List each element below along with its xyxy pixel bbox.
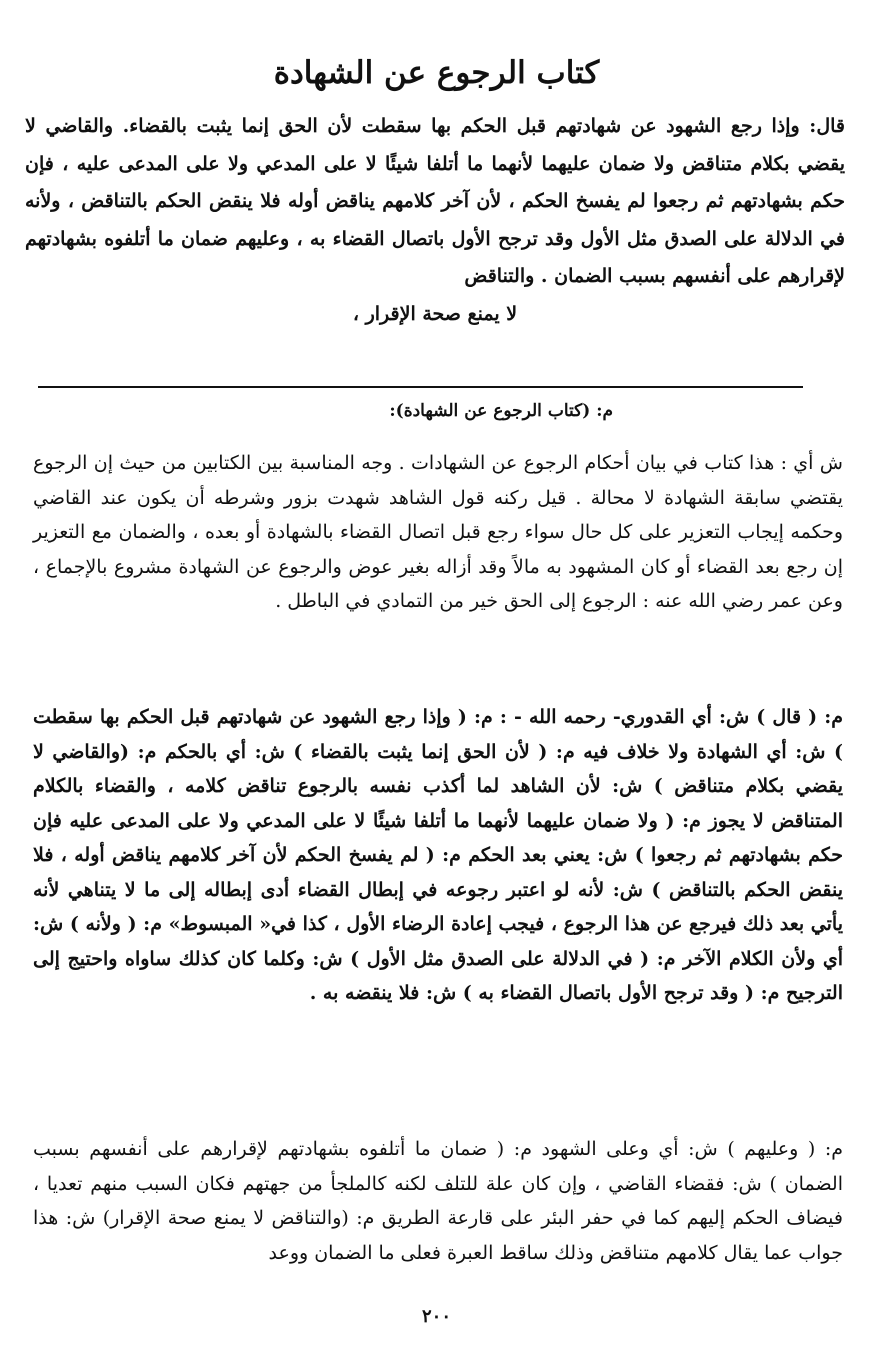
page-number: ٢٠٠ bbox=[421, 1306, 451, 1327]
commentary-heading: م: (كتاب الرجوع عن الشهادة): bbox=[389, 401, 613, 421]
main-text-last-line: لا يمنع صحة الإقرار ، bbox=[352, 302, 518, 325]
commentary-paragraph-3: م: ( وعليهم ) ش: أي وعلى الشهود م: ( ضمان ما أتلفوه بشهادتهم لإقرارهم على أنفسهم بسبب الضمان ) ش: فقضاء القاضي ، وإن كان علة للتلف لكنه كالملجأ من جهتهم فكان السبب منهم تعديا ، فيضاف الحكم إليهم كما في حفر البئر على قارعة الطريق م: (والتناقض لا يمنع صحة الإقرار) ش: هذا جواب عما يقال كلامهم متناقض وذلك ساقط العبرة فعلى ما الضمان ووعد bbox=[33, 1138, 843, 1264]
commentary-paragraph-1: ش أي : هذا كتاب في بيان أحكام الرجوع عن الشهادات . وجه المناسبة بين الكتابين من حيث إن الرجوع يقتضي سابقة الشهادة لا محالة . قيل ركنه قول الشاهد شهدت بزور وشرطه أن يكون عند القاضي وحكمه إيجاب التعزير على كل حال سواء رجع قبل اتصال القضاء بالشهادة أو بعده ، والضمان مع التعزير إن رجع بعد القضاء أو كان المشهود به مالاً وقد أزاله بغير عوض والرجوع عن الشهادة مشروع بالإجماع ، وعن عمر رضي الله عنه : الرجوع إلى الحق خير من التمادي في الباطل . bbox=[33, 452, 843, 612]
chapter-title: كتاب الرجوع عن الشهادة bbox=[273, 55, 600, 91]
commentary-paragraph-2: م: ( قال ) ش: أي القدوري- رحمه الله - : م: ( وإذا رجع الشهود عن شهادتهم قبل الحكم بها سقطت ) ش: أي الشهادة ولا خلاف فيه م: ( لأن الحق إنما يثبت بالقضاء ) ش: أي بالحكم م: (والقاضي لا يقضي بكلام متناقض ) ش: لأن الشاهد لما أكذب نفسه بالرجوع تناقض كلامه ، والقضاء بالكلام المتناقض لا يجوز م: ( ولا ضمان عليهما لأنهما ما أتلفا شيئًا لا على المدعي ولا على المدعى عليه فإن حكم بشهادتهم ثم رجعوا ) ش: يعني بعد الحكم م: ( لم يفسخ الحكم لأن آخر كلامهم يناقض أوله ، فلا ينقض الحكم بالتناقض ) ش: لأنه لو اعتبر رجوعه في إبطال القضاء أدى إبطاله إلى ما لا يتناهي لأنه يأتي بعد ذلك فيرجع عن هذا الرجوع ، فيجب إعادة الرضاء الأول ، كذا في« المبسوط» م: ( ولأنه ) ش: أي ولأن الكلام الآخر م: ( في الدلالة على الصدق مثل الأول ) ش: وكلما كان كذلك ساواه واحتيج إلى الترجيح م: ( وقد ترجح الأول باتصال القضاء به ) ش: فلا ينقضه به . bbox=[33, 706, 843, 1004]
main-text-body: قال: وإذا رجع الشهود عن شهادتهم قبل الحكم بها سقطت لأن الحق إنما يثبت بالقضاء. والقاضي لا يقضي بكلام متناقض ولا ضمان عليهما لأنهما ما أتلفا شيئًا لا على المدعي ولا على المدعى عليه ، فإن حكم بشهادتهم ثم رجعوا لم يفسخ الحكم ، لأن آخر كلامهم يناقض أوله فلا ينقض الحكم بالتناقض ، ولأنه في الدلالة على الصدق مثل الأول وقد ترجح الأول باتصال القضاء به ، وعليهم ضمان ما أتلفوه بشهادتهم لإقرارهم على أنفسهم بسبب الضمان . والتناقض bbox=[25, 115, 845, 287]
section-divider bbox=[38, 386, 803, 388]
main-text bbox=[25, 108, 845, 333]
